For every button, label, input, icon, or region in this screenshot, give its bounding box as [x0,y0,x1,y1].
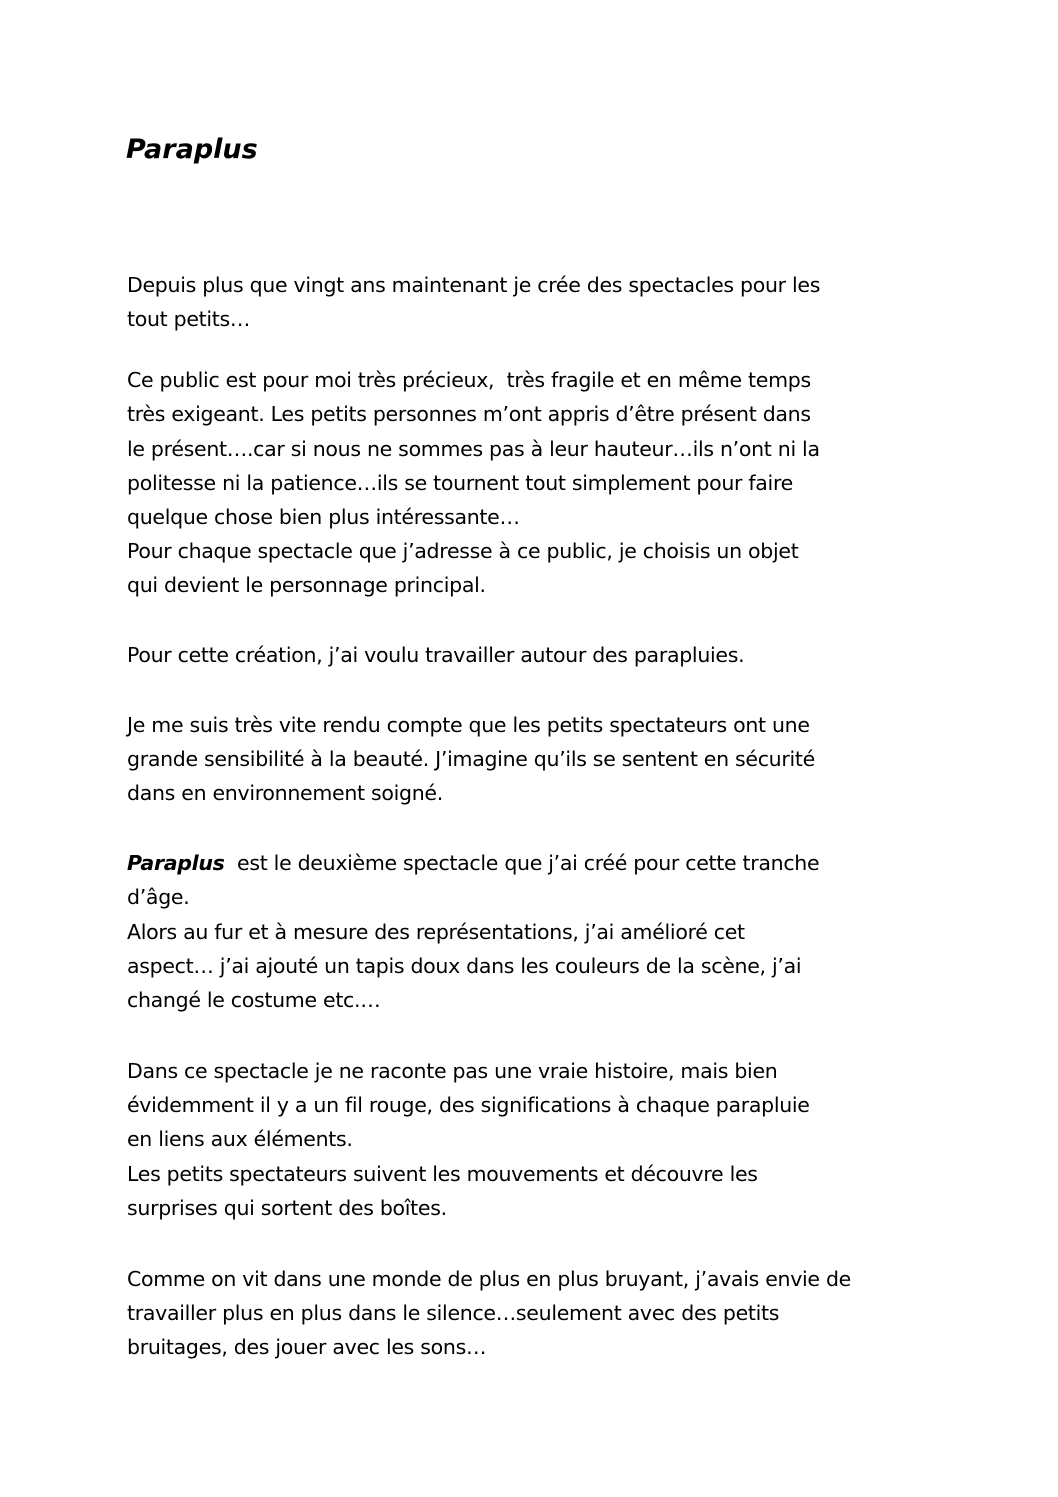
text-line: Comme on vit dans une monde de plus en plus bruyant, j’avais envie de [127,1267,851,1291]
text-line: tout petits… [127,307,251,331]
text-line: évidemment il y a un fil rouge, des significations à chaque parapluie [127,1093,810,1117]
text-span: est le deuxième spectacle que j’ai créé pour cette tranche [224,851,820,875]
text-line: Pour chaque spectacle que j’adresse à ce public, je choisis un objet [127,539,799,563]
text-line: Ce public est pour moi très précieux, très fragile et en même temps [127,368,811,392]
text-line: très exigeant. Les petits personnes m’ont appris d’être présent dans [127,402,811,426]
text-line: qui devient le personnage principal. [127,573,486,597]
text-line: Dans ce spectacle je ne raconte pas une vraie histoire, mais bien [127,1059,778,1083]
emphasis-title: Paraplus [127,851,225,875]
text-line: aspect… j’ai ajouté un tapis doux dans les couleurs de la scène, j’ai [127,954,802,978]
text-line: Les petits spectateurs suivent les mouvements et découvre les [127,1162,758,1186]
text-line: dans en environnement soigné. [127,781,443,805]
text-line: surprises qui sortent des boîtes. [127,1196,447,1220]
text-line: grande sensibilité à la beauté. J’imagine qu’ils se sentent en sécurité [127,747,815,771]
text-line: Je me suis très vite rendu compte que les petits spectateurs ont une [127,713,810,737]
text-line: travailler plus en plus dans le silence…seulement avec des petits [127,1301,780,1325]
text-line: Pour cette création, j’ai voulu travailler autour des parapluies. [127,643,745,667]
text-line: en liens aux éléments. [127,1127,353,1151]
text-line: politesse ni la patience…ils se tournent tout simplement pour faire [127,471,793,495]
text-line: changé le costume etc.… [127,988,381,1012]
text-line: d’âge. [127,885,190,909]
text-line [127,848,819,878]
text-line: bruitages, des jouer avec les sons… [127,1335,487,1359]
document-title: Paraplus [126,134,258,165]
text-line: quelque chose bien plus intéressante… [127,505,520,529]
text-line: le présent….car si nous ne sommes pas à leur hauteur…ils n’ont ni la [127,437,820,461]
text-line: Depuis plus que vingt ans maintenant je crée des spectacles pour les [127,273,821,297]
text-line: Alors au fur et à mesure des représentations, j’ai amélioré cet [127,920,745,944]
